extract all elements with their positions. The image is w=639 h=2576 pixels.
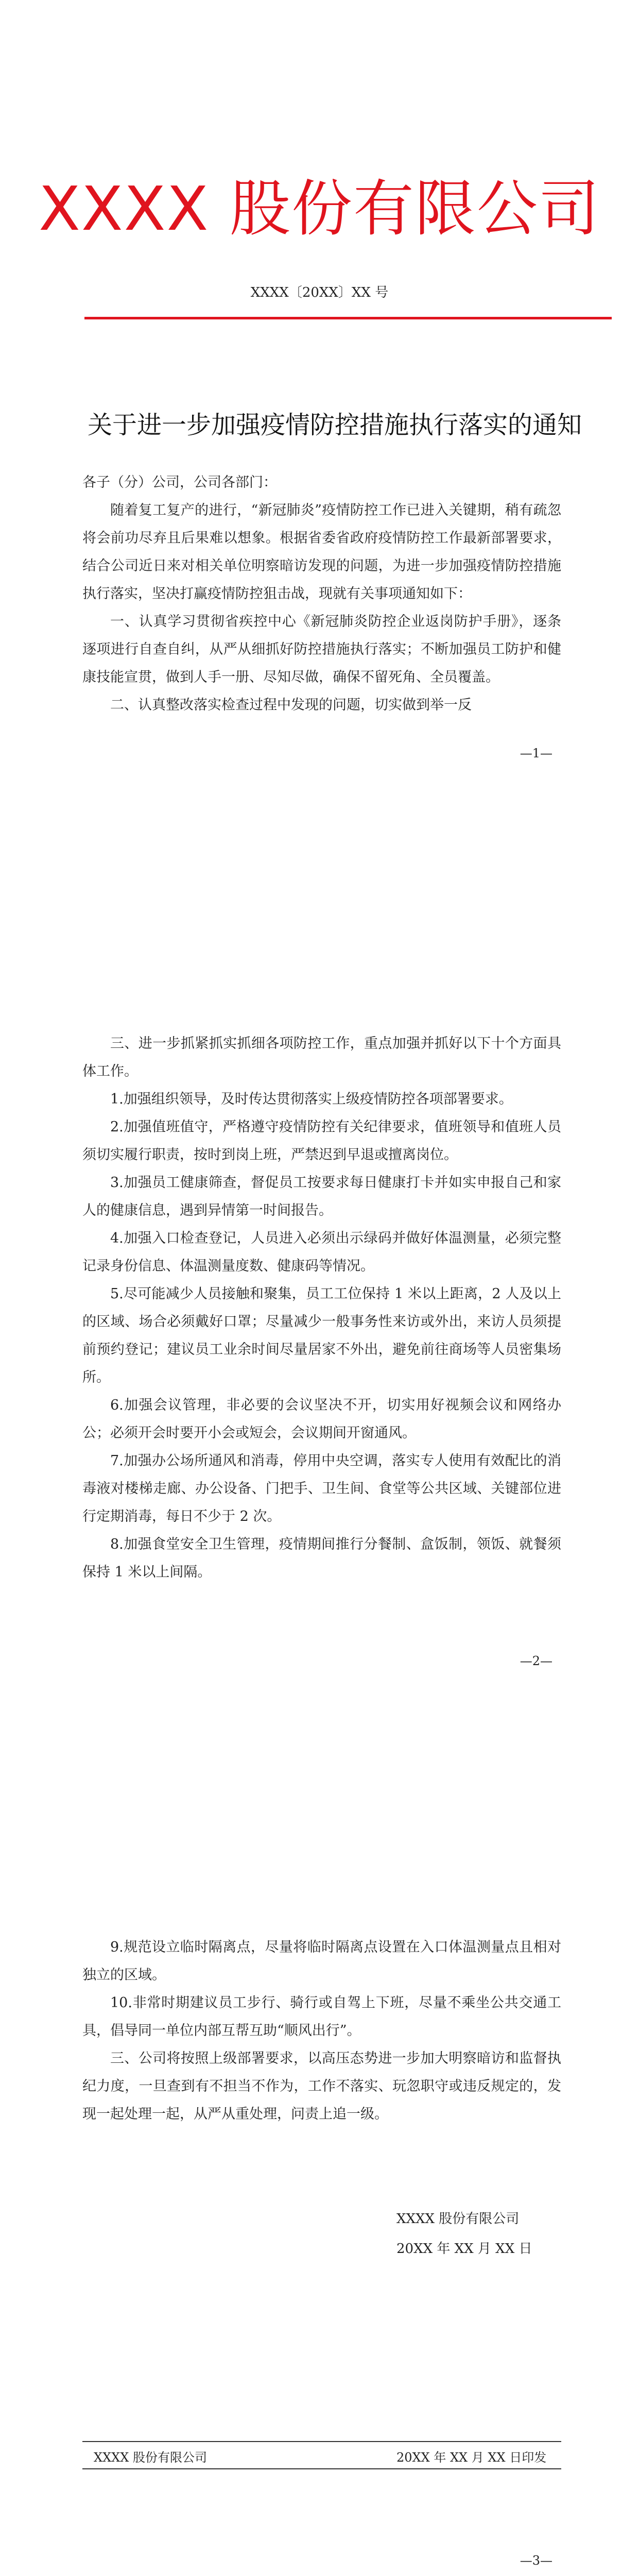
signature-date: 20XX 年 XX 月 XX 日	[396, 2241, 532, 2257]
page-2	[0, 904, 639, 1807]
page-3-body	[82, 1934, 561, 2128]
page-number: —1—	[520, 746, 552, 760]
signature-block	[396, 2204, 532, 2264]
paragraph: 5.尽可能减少人员接触和聚集，员工工位保持 1 米以上距离，2 人及以上的区域、场合必须戴好口罩；尽量减少一般事务性来访或外出，来访人员须提前预约登记；建议员工业余时间尽量居家不外出，避免前往商场等人员密集场所。	[82, 1286, 561, 1385]
page-3	[0, 1807, 639, 2576]
paragraph: 1.加强组织领导，及时传达贯彻落实上级疫情防控各项部署要求。	[110, 1091, 513, 1107]
footer-issuer: XXXX 股份有限公司	[94, 2450, 207, 2465]
page-1	[0, 0, 639, 904]
document-title: 关于进一步加强疫情防控措施执行落实的通知	[87, 411, 582, 439]
footer-issue-date: 20XX 年 XX 月 XX 日印发	[396, 2450, 547, 2465]
paragraph: 2.加强值班值守，严格遵守疫情防控有关纪律要求，值班领导和值班人员须切实履行职责，按时到岗上班，严禁迟到早退或擅离岗位。	[82, 1119, 561, 1163]
paragraph: 3.加强员工健康筛查，督促员工按要求每日健康打卡并如实申报自己和家人的健康信息，遇到异情第一时间报告。	[82, 1175, 561, 1218]
paragraph: 10.非常时期建议员工步行、骑行或自驾上下班，尽量不乘坐公共交通工具，倡导同一单位内部互帮互助“顺风出行”。	[82, 1995, 561, 2039]
salutation: 各子（分）公司，公司各部门：	[82, 474, 277, 490]
paragraph: 三、进一步抓紧抓实抓细各项防控工作，重点加强并抓好以下十个方面具体工作。	[82, 1036, 561, 1079]
paragraph: 4.加强入口检查登记，人员进入必须出示绿码并做好体温测量，必须完整记录身份信息、体温测量度数、健康码等情况。	[82, 1230, 561, 1274]
letterhead-red-rule	[84, 317, 612, 319]
paragraph: 7.加强办公场所通风和消毒，停用中央空调，落实专人使用有效配比的消毒液对楼梯走廊、办公设备、门把手、卫生间、食堂等公共区域、关键部位进行定期消毒，每日不少于 2 次。	[82, 1453, 561, 1524]
paragraph: 9.规范设立临时隔离点，尽量将临时隔离点设置在入口体温测量点且相对独立的区域。	[82, 1939, 561, 1983]
paragraph: 8.加强食堂安全卫生管理，疫情期间推行分餐制、盒饭制，领饭、就餐须保持 1 米以上间隔。	[82, 1536, 561, 1580]
document-number: XXXX〔20XX〕XX 号	[250, 285, 389, 300]
paragraph: 二、认真整改落实检查过程中发现的问题，切实做到举一反	[110, 697, 472, 713]
signature-company: XXXX 股份有限公司	[396, 2211, 520, 2227]
page-1-body	[82, 469, 561, 719]
page-number: —2—	[520, 1654, 552, 1668]
paragraph: 三、公司将按照上级部署要求，以高压态势进一步加大明察暗访和监督执纪力度，一旦查到有不担当不作为，工作不落实、玩忽职守或违反规定的，发现一起处理一起，从严从重处理，问责上追一级。	[82, 2050, 561, 2122]
page-2-body	[82, 1030, 561, 1586]
footer-top-rule	[82, 2441, 561, 2442]
paragraph: 一、认真学习贯彻省疾控中心《新冠肺炎防控企业返岗防护手册》，逐条逐项进行自查自纠，从严从细抓好防控措施执行落实；不断加强员工防护和健康技能宣贯，做到人手一册、尽知尽做，确保不留死角、全员覆盖。	[82, 614, 561, 685]
paragraph: 随着复工复产的进行，“新冠肺炎”疫情防控工作已进入关键期，稍有疏忽将会前功尽弃且后果难以想象。根据省委省政府疫情防控工作最新部署要求，结合公司近日来对相关单位明察暗访发现的问题，为进一步加强疫情防控措施执行落实，坚决打赢疫情防控狙击战，现就有关事项通知如下：	[82, 502, 561, 602]
footer-bottom-rule	[82, 2468, 561, 2469]
paragraph: 6.加强会议管理，非必要的会议坚决不开，切实用好视频会议和网络办公；必须开会时要开小会或短会，会议期间开窗通风。	[82, 1397, 561, 1441]
page-number: —3—	[520, 2553, 552, 2568]
company-letterhead: XXXX 股份有限公司	[39, 173, 600, 244]
